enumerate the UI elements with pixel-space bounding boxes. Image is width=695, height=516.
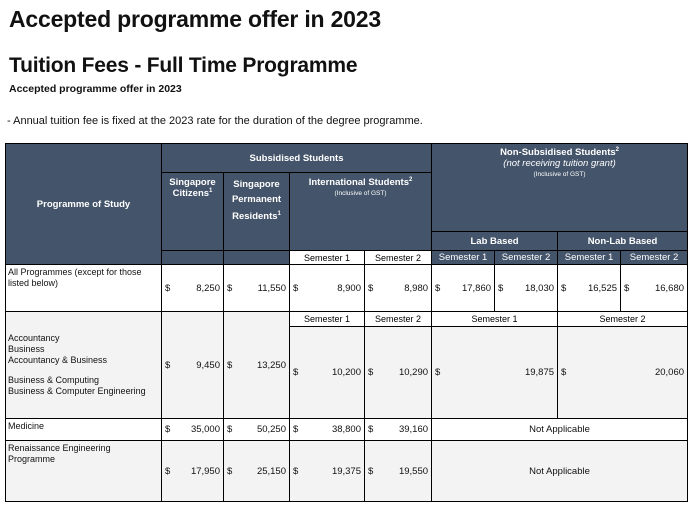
- tuition-fee-table: Programme of Study Subsidised Students Non-Subsidised Students$^2$ (not receiving tuition grant) (Inclusive of GST) Singapore Citizens$^1$ Singapore Permanent Residents$^1$ International Students$^2$ (Inclusive of GST) Lab Based Non-Lab Based Semester 1 Semester 2 Semester 1 Semester 2 Semester 1 Semester 2 All Programmes (except for those listed below) $ 8,250 $ 11,550 $ 8,900 $ 8,980 $ 17,860 $ 18,030 $ 16,525 $ 16,680 Accountancy Business Accountancy & Business Business & Computing Business & Computer Engineering $ 9,450 $ 13,250 Semester 1 Semester 2 Semester 1 Semester 2 $ 10,200 $ 10,290 $ 19,875 $ 20,060 Medicine $ 35,000 $ 50,250 $ 38,800 $ 39,160 Not Applicable Renaissance Engineering Programme $ 17,950 $ 25,150 $ 19,375 $ 19,550 Not Applicable: [5, 143, 688, 502]
- header-non-subsidised: Non-Subsidised Students$^2$ (not receiving tuition grant) (Inclusive of GST): [432, 144, 688, 232]
- table-row: All Programmes (except for those listed below) $ 8,250 $ 11,550 $ 8,900 $ 8,980 $ 17,860 $ 18,030 $ 16,525 $ 16,680: [6, 265, 688, 312]
- header-intl-sem2: Semester 2: [365, 251, 432, 265]
- header-sg-pr: Singapore Permanent Residents$^1$: [224, 173, 290, 251]
- header-international: International Students$^2$ (Inclusive of GST): [290, 173, 432, 251]
- fee-note: - Annual tuition fee is fixed at the 2023 rate for the duration of the degree programme.: [7, 115, 423, 127]
- not-applicable: Not Applicable: [432, 419, 688, 441]
- programme-name: Accountancy Business Accountancy & Business Business & Computing Business & Computer Engineering: [6, 312, 162, 419]
- header-subsidised: Subsidised Students: [162, 144, 432, 173]
- header-lab-sem2: Semester 2: [495, 251, 558, 265]
- header-intl-sem1: Semester 1: [290, 251, 365, 265]
- table-row: Medicine $ 35,000 $ 50,250 $ 38,800 $ 39,160 Not Applicable: [6, 419, 688, 441]
- header-nonlab-sem1: Semester 1: [558, 251, 621, 265]
- table-row: $ 10,200 $ 10,290 $ 19,875 $ 20,060: [6, 327, 688, 419]
- page-title: Accepted programme offer in 2023: [9, 6, 381, 32]
- header-programme: Programme of Study: [6, 144, 162, 265]
- table-row: Renaissance Engineering Programme $ 17,950 $ 25,150 $ 19,375 $ 19,550 Not Applicable: [6, 441, 688, 502]
- programme-name: Medicine: [6, 419, 162, 441]
- section-subtitle: Accepted programme offer in 2023: [9, 83, 182, 95]
- header-sg-citizens: Singapore Citizens$^1$: [162, 173, 224, 251]
- header-nonlab-sem2: Semester 2: [621, 251, 688, 265]
- programme-name: Renaissance Engineering Programme: [6, 441, 162, 502]
- header-lab-sem1: Semester 1: [432, 251, 495, 265]
- section-title: Tuition Fees - Full Time Programme: [9, 54, 358, 77]
- programme-name: All Programmes (except for those listed below): [6, 265, 162, 312]
- header-lab-based: Lab Based: [432, 232, 558, 251]
- header-non-lab-based: Non-Lab Based: [558, 232, 688, 251]
- not-applicable: Not Applicable: [432, 441, 688, 502]
